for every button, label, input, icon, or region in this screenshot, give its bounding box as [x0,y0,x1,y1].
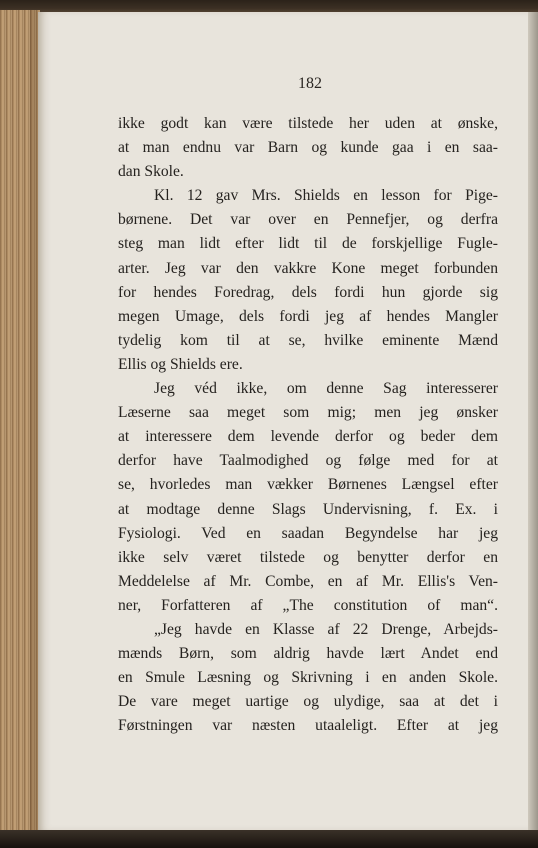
page-edge [528,12,538,830]
text-line: for hendes Foredrag, dels fordi hun gjorde sig [118,283,498,301]
book-bottom-edge [0,830,538,848]
text-line: en Smule Læsning og Skrivning i en anden Skole. [118,669,498,687]
text-line: Ellis og Shields ere. [118,355,243,373]
text-line: ikke godt kan være tilstede her uden at ønske, [118,115,498,132]
text-line: Førstningen var næsten utaaleligt. Efter at jeg [118,717,498,735]
body-text [118,112,498,738]
text-line: tydelig kom til at se, hvilke eminente Mænd [118,331,498,349]
text-line: mænds Børn, som aldrig havde lært Andet end [118,645,498,663]
text-line: at interessere dem levende derfor og beder dem [118,428,498,446]
text-line: Kl. 12 gav Mrs. Shields en lesson for Pige- [154,187,498,205]
text-line: „Jeg havde en Klasse af 22 Drenge, Arbejds- [154,620,498,638]
text-line: se, hvorledes man vækker Børnenes Længsel efter [118,476,498,494]
text-line: dan Skole. [118,163,184,181]
text-line: at modtage denne Slags Undervisning, f. Ex. i [118,500,498,518]
text-line: steg man lidt efter lidt til de forskjellige Fugle- [118,235,498,253]
text-line: ner, Forfatteren af „The constitution of man“. [118,596,498,614]
text-line: børnene. Det var over en Pennefjer, og derfra [118,211,498,229]
page-number: 182 [298,75,322,92]
text-line: derfor have Taalmodighed og følge med for at [118,452,498,470]
text-line: Meddelelse af Mr. Combe, en af Mr. Ellis's Ven- [118,572,498,590]
text-line: at man endnu var Barn og kunde gaa i en saa- [118,139,498,157]
text-line: Fysiologi. Ved en saadan Begyndelse har jeg [118,524,498,542]
text-line: Jeg véd ikke, om denne Sag interesserer [154,380,498,398]
text-line: ikke selv været tilstede og benytter derfor en [118,548,498,566]
text-line: arter. Jeg var den vakkre Kone meget forbunden [118,259,498,277]
text-line: Læserne saa meget som mig; men jeg ønsker [118,404,498,422]
text-line: megen Umage, dels fordi jeg af hendes Mangler [118,307,498,325]
text-line: De vare meget uartige og ulydige, saa at det i [118,693,498,711]
